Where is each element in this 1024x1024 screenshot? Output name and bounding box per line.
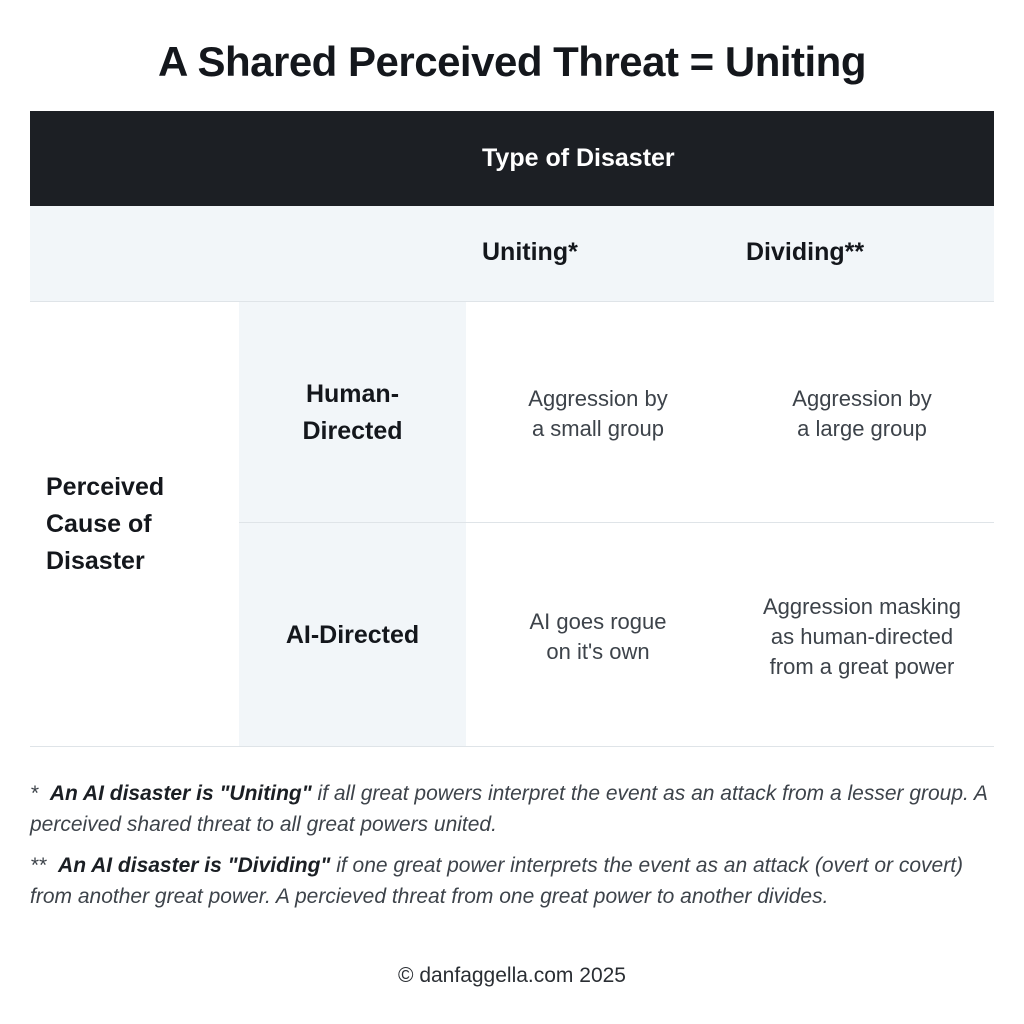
table-bottom-divider: [30, 746, 994, 747]
footnote-bold: An AI disaster is "Uniting": [49, 782, 312, 805]
column-header-uniting: Uniting*: [482, 238, 578, 266]
row-label-ai-directed: AI-Directed: [285, 621, 420, 649]
copyright-footer: © danfaggella.com 2025: [398, 964, 626, 987]
cell-ai-uniting: AI goes rogue on it's own: [529, 609, 667, 664]
footnote-bold: An AI disaster is "Dividing": [58, 854, 331, 877]
row-divider: [239, 522, 994, 523]
cell-human-uniting: Aggression by a small group: [528, 386, 668, 441]
perceived-cause-label: Perceived Cause of Disaster: [46, 473, 165, 575]
footnote-text: if one great power interprets the event as an attack (overt or covert) from another great power. A percieved threat from one great power to another divides.: [30, 854, 964, 908]
footnote-marker: **: [30, 854, 47, 877]
footnote-marker: *: [30, 782, 39, 805]
type-of-disaster-header: Type of Disaster: [482, 144, 675, 172]
page-title: A Shared Perceived Threat = Uniting: [158, 38, 866, 85]
footnote-uniting: [30, 778, 1000, 840]
cell-human-dividing: Aggression by a large group: [792, 386, 932, 441]
row-header-column: [239, 302, 466, 746]
row-label-human-directed: Human- Directed: [302, 380, 403, 445]
cell-ai-dividing: Aggression masking as human-directed from a great power: [762, 594, 962, 679]
table-header-band: [30, 111, 994, 206]
footnote-text: if all great powers interpret the event as an attack from a lesser group. A perceived shared threat to all great powers united.: [30, 782, 988, 836]
column-header-dividing: Dividing**: [746, 238, 865, 266]
footnote-dividing: [30, 850, 1000, 912]
